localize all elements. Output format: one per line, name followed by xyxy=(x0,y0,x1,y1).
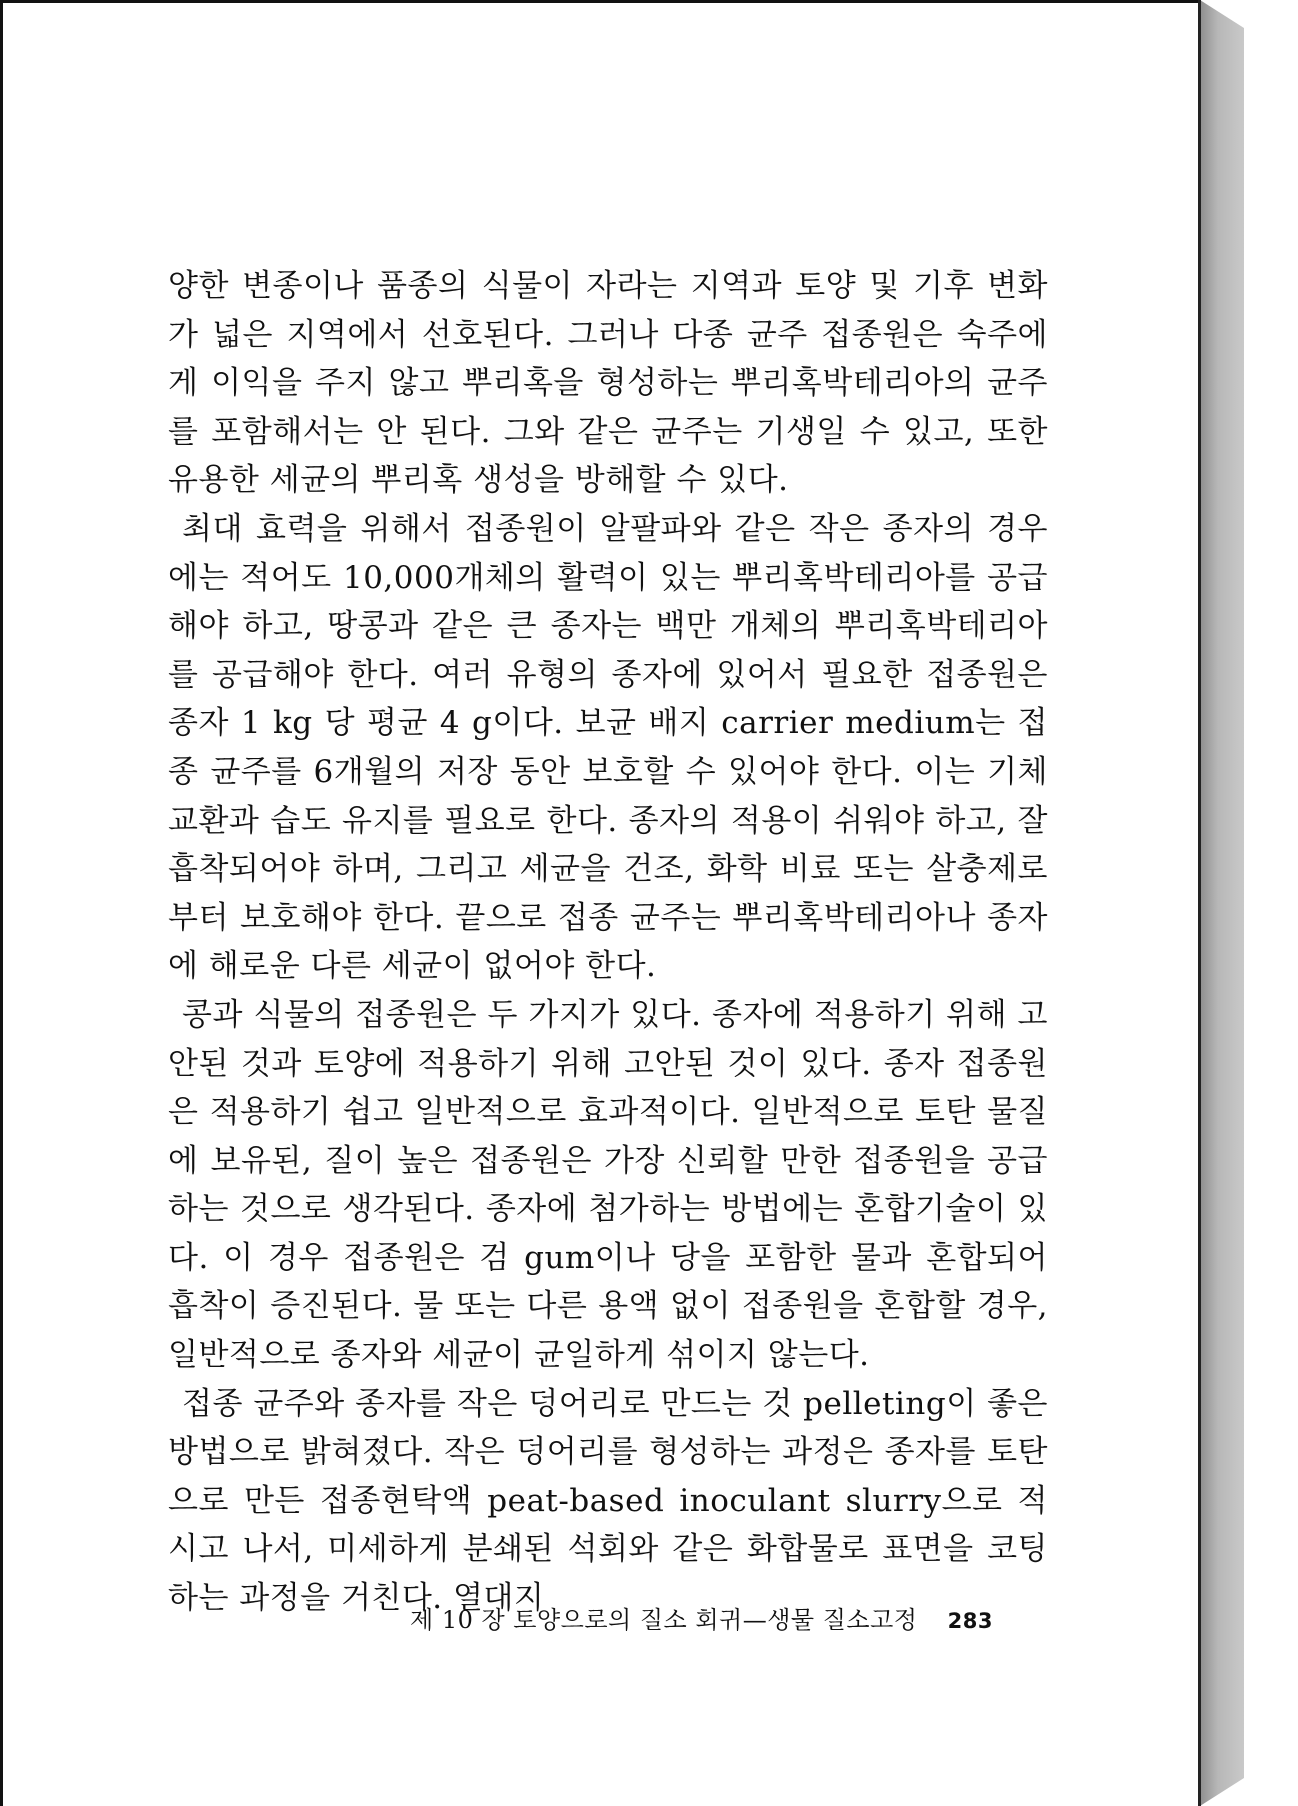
page-number: 283 xyxy=(947,1609,993,1633)
paragraph-2: 최대 효력을 위해서 접종원이 알팔파와 같은 작은 종자의 경우에는 적어도 10,000개체의 활력이 있는 뿌리혹박테리아를 공급해야 하고, 땅콩과 같은 큰 종자는 백만 개체의 뿌리혹박테리아를 공급해야 한다. 여러 유형의 종자에 있어서 필요한 접종원은 종자 1 kg 당 평균 4 g이다. 보균 배지 carrier medium는 접종 균주를 6개월의 저장 동안 보호할 수 있어야 한다. 이는 기체 교환과 습도 유지를 필요로 한다. 종자의 적용이 쉬워야 하고, 잘 흡착되어야 하며, 그리고 세균을 건조, 화학 비료 또는 살충제로부터 보호해야 한다. 끝으로 접종 균주는 뿌리혹박테리아나 종자에 해로운 다른 세균이 없어야 한다. xyxy=(168,510,1048,985)
running-footer xyxy=(410,1600,1010,1635)
paragraph-1: 양한 변종이나 품종의 식물이 자라는 지역과 토양 및 기후 변화가 넓은 지역에서 선호된다. 그러나 다종 균주 접종원은 숙주에게 이익을 주지 않고 뿌리혹을 형성하는 뿌리혹박테리아의 균주를 포함해서는 안 된다. 그와 같은 균주는 기생일 수 있고, 또한 유용한 세균의 뿌리혹 생성을 방해할 수 있다. xyxy=(168,268,1048,499)
page-edge-shadow xyxy=(1200,0,1244,1806)
paragraph-4: 접종 균주와 종자를 작은 덩어리로 만드는 것 pelleting이 좋은 방법으로 밝혀졌다. 작은 덩어리를 형성하는 과정은 종자를 토탄으로 만든 접종현탁액 peat-based inoculant slurry으로 적시고 나서, 미세하게 분쇄된 석회와 같은 화합물로 표면을 코팅하는 과정을 거친다. 열대지 xyxy=(168,1385,1048,1617)
page-edge-line xyxy=(1198,0,1201,1806)
paragraph-3: 콩과 식물의 접종원은 두 가지가 있다. 종자에 적용하기 위해 고안된 것과 토양에 적용하기 위해 고안된 것이 있다. 종자 접종원은 적용하기 쉽고 일반적으로 효과적이다. 일반적으로 토탄 물질에 보유된, 질이 높은 접종원은 가장 신뢰할 만한 접종원을 공급하는 것으로 생각된다. 종자에 첨가하는 방법에는 혼합기술이 있다. 이 경우 접종원은 검 gum이나 당을 포함한 물과 혼합되어 흡착이 증진된다. 물 또는 다른 용액 없이 접종원을 혼합할 경우, 일반적으로 종자와 세균이 균일하게 섞이지 않는다. xyxy=(168,996,1048,1374)
footer-chapter-title: 제 10 장 토양으로의 질소 회귀—생물 질소고정 xyxy=(410,1606,918,1634)
body-text xyxy=(168,262,1048,1623)
